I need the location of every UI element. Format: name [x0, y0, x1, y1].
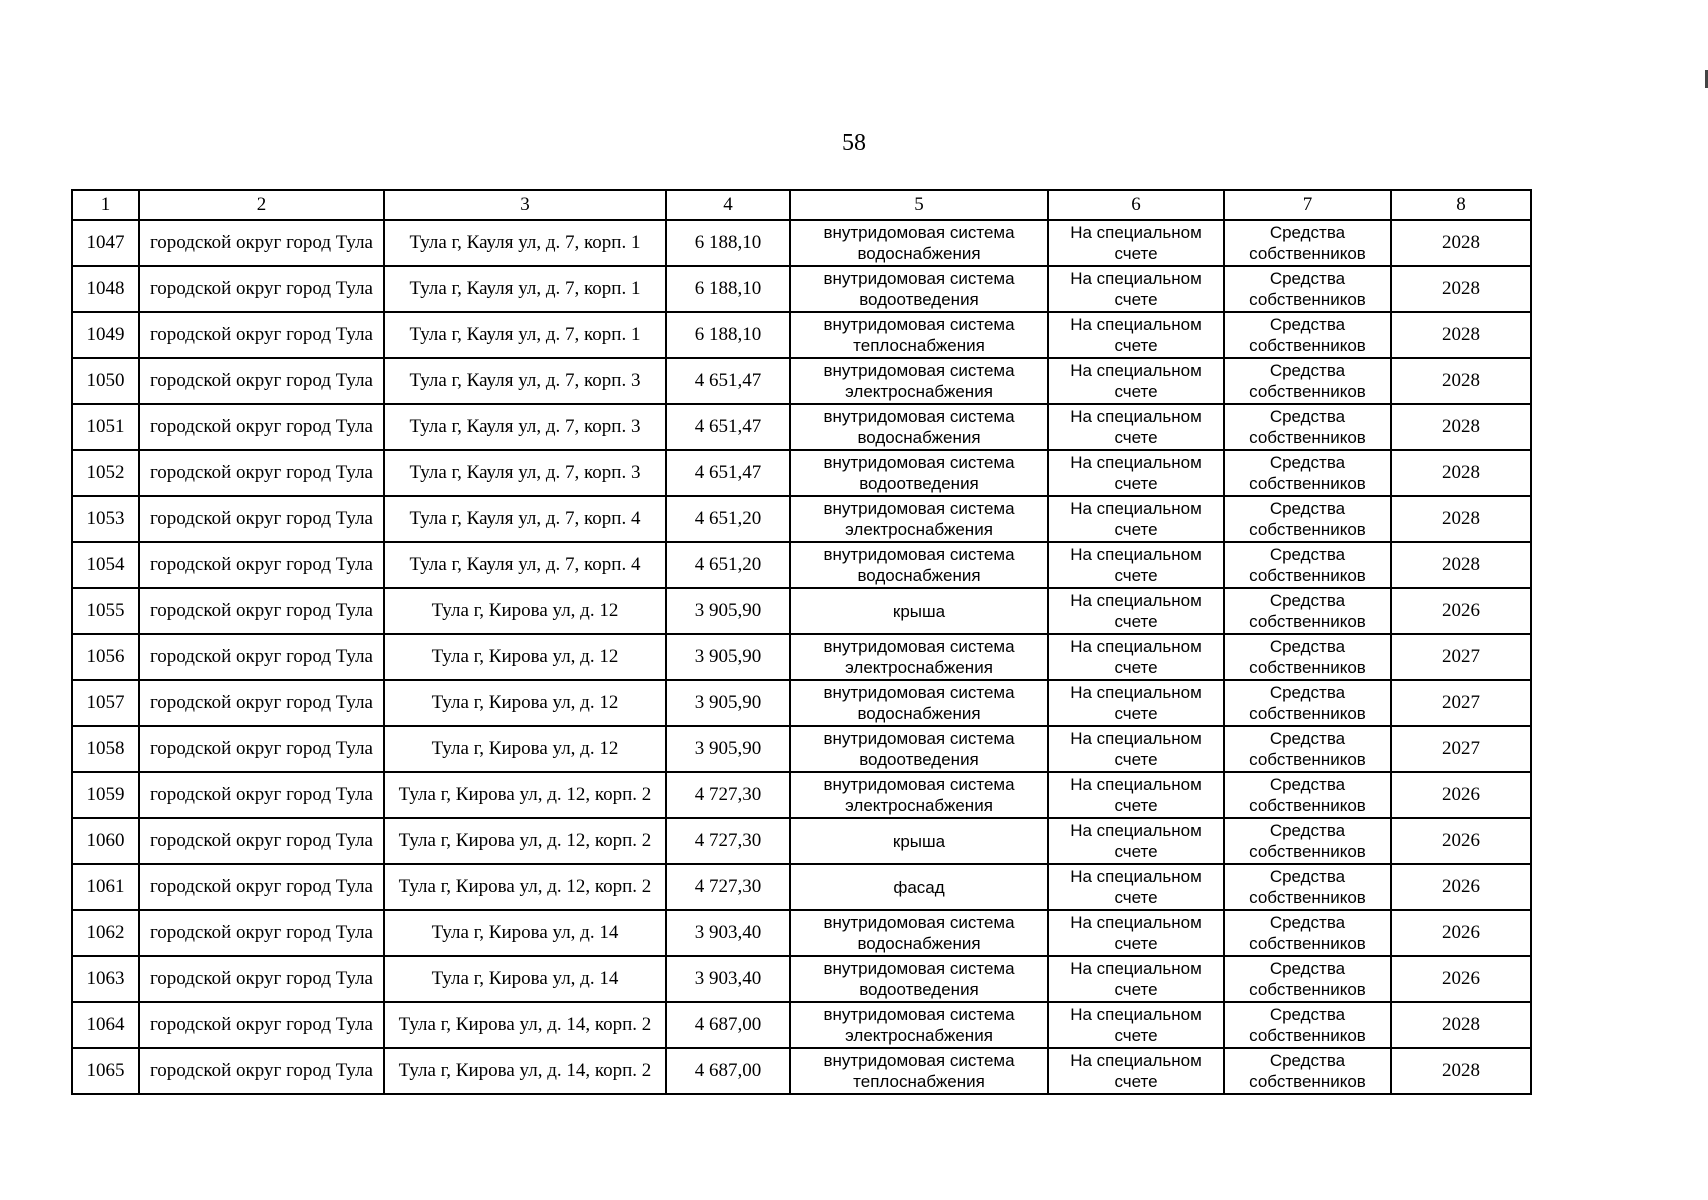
account-line-1: На специальном: [1070, 591, 1202, 610]
address-cell: Тула г, Кирова ул, д. 12, корп. 2: [384, 818, 666, 864]
address-cell: Тула г, Кауля ул, д. 7, корп. 3: [384, 358, 666, 404]
row-number: 1051: [72, 404, 139, 450]
capital-repair-table: [71, 189, 1532, 1095]
work-type-line-1: внутридомовая система: [823, 913, 1015, 932]
funding-source-line-2: собственников: [1249, 428, 1366, 447]
address-cell: Тула г, Кауля ул, д. 7, корп. 4: [384, 496, 666, 542]
funding-source-line-2: собственников: [1249, 704, 1366, 723]
area-cell: 3 905,90: [666, 588, 790, 634]
address-cell: Тула г, Кирова ул, д. 12: [384, 588, 666, 634]
funding-source-line-1: Средства: [1269, 591, 1346, 610]
table-row: [72, 772, 1531, 818]
funding-source-line-2: собственников: [1249, 244, 1366, 263]
work-type-line-2: электроснабжения: [845, 382, 993, 401]
row-number: 1054: [72, 542, 139, 588]
table-row: [72, 266, 1531, 312]
year-cell: 2027: [1391, 634, 1531, 680]
column-header: 6: [1048, 190, 1224, 220]
account-line-2: счете: [1114, 658, 1158, 677]
funding-source-line-1: Средства: [1269, 453, 1346, 472]
address-cell: Тула г, Кирова ул, д. 12: [384, 680, 666, 726]
year-cell: 2028: [1391, 404, 1531, 450]
address-cell: Тула г, Кауля ул, д. 7, корп. 3: [384, 404, 666, 450]
year-cell: 2028: [1391, 496, 1531, 542]
municipality-cell: городской округ город Тула: [139, 772, 384, 818]
funding-source-cell: [1224, 1002, 1391, 1048]
table-row: [72, 496, 1531, 542]
account-line-2: счете: [1114, 1072, 1158, 1091]
row-number: 1055: [72, 588, 139, 634]
account-line-1: На специальном: [1070, 315, 1202, 334]
funding-source-line-2: собственников: [1249, 934, 1366, 953]
work-type-line-2: водоотведения: [859, 980, 979, 999]
funding-source-line-1: Средства: [1269, 821, 1346, 840]
funding-source-line-1: Средства: [1269, 775, 1346, 794]
account-cell: [1048, 818, 1224, 864]
table-row: [72, 358, 1531, 404]
work-type-cell: [790, 312, 1048, 358]
funding-source-cell: [1224, 220, 1391, 266]
account-line-2: счете: [1114, 796, 1158, 815]
funding-source-cell: [1224, 312, 1391, 358]
account-line-1: На специальном: [1070, 729, 1202, 748]
funding-source-cell: [1224, 588, 1391, 634]
work-type-line-1: внутридомовая система: [823, 453, 1015, 472]
account-line-2: счете: [1114, 290, 1158, 309]
table-body: [72, 220, 1531, 1094]
work-type-line-2: водоотведения: [859, 474, 979, 493]
area-cell: 3 905,90: [666, 726, 790, 772]
row-number: 1059: [72, 772, 139, 818]
work-type-line-2: водоснабжения: [857, 428, 981, 447]
municipality-cell: городской округ город Тула: [139, 680, 384, 726]
account-line-2: счете: [1114, 750, 1158, 769]
work-type-line-1: внутридомовая система: [823, 499, 1015, 518]
area-cell: 6 188,10: [666, 312, 790, 358]
work-type-cell: [790, 1048, 1048, 1094]
address-cell: Тула г, Кирова ул, д. 14, корп. 2: [384, 1048, 666, 1094]
year-cell: 2028: [1391, 1002, 1531, 1048]
funding-source-line-2: собственников: [1249, 888, 1366, 907]
column-header: 5: [790, 190, 1048, 220]
address-cell: Тула г, Кирова ул, д. 12, корп. 2: [384, 772, 666, 818]
account-line-2: счете: [1114, 520, 1158, 539]
account-cell: [1048, 588, 1224, 634]
area-cell: 4 651,47: [666, 358, 790, 404]
year-cell: 2026: [1391, 588, 1531, 634]
account-cell: [1048, 542, 1224, 588]
address-cell: Тула г, Кирова ул, д. 12: [384, 634, 666, 680]
year-cell: 2028: [1391, 220, 1531, 266]
municipality-cell: городской округ город Тула: [139, 220, 384, 266]
work-type-cell: [790, 634, 1048, 680]
funding-source-line-2: собственников: [1249, 520, 1366, 539]
work-type-line-2: водоснабжения: [857, 934, 981, 953]
address-cell: Тула г, Кирова ул, д. 14, корп. 2: [384, 1002, 666, 1048]
funding-source-cell: [1224, 1048, 1391, 1094]
row-number: 1050: [72, 358, 139, 404]
year-cell: 2027: [1391, 726, 1531, 772]
year-cell: 2028: [1391, 358, 1531, 404]
funding-source-line-1: Средства: [1269, 223, 1346, 242]
table-row: [72, 956, 1531, 1002]
area-cell: 4 651,47: [666, 450, 790, 496]
work-type-cell: [790, 910, 1048, 956]
account-line-1: На специальном: [1070, 775, 1202, 794]
funding-source-cell: [1224, 450, 1391, 496]
work-type-line-1: внутридомовая система: [823, 223, 1015, 242]
work-type-line-1: внутридомовая система: [823, 269, 1015, 288]
funding-source-cell: [1224, 634, 1391, 680]
funding-source-cell: [1224, 680, 1391, 726]
funding-source-line-1: Средства: [1269, 361, 1346, 380]
area-cell: 4 687,00: [666, 1048, 790, 1094]
account-cell: [1048, 910, 1224, 956]
table-row: [72, 634, 1531, 680]
account-cell: [1048, 680, 1224, 726]
page-number: 58: [842, 130, 866, 156]
address-cell: Тула г, Кирова ул, д. 14: [384, 956, 666, 1002]
work-type-cell: [790, 358, 1048, 404]
work-type-cell: [790, 680, 1048, 726]
row-number: 1052: [72, 450, 139, 496]
table-row: [72, 220, 1531, 266]
address-cell: Тула г, Кауля ул, д. 7, корп. 1: [384, 312, 666, 358]
funding-source-line-1: Средства: [1269, 407, 1346, 426]
table-row: [72, 588, 1531, 634]
table-row: [72, 1002, 1531, 1048]
funding-source-line-2: собственников: [1249, 382, 1366, 401]
municipality-cell: городской округ город Тула: [139, 496, 384, 542]
municipality-cell: городской округ город Тула: [139, 450, 384, 496]
year-cell: 2027: [1391, 680, 1531, 726]
table-row: [72, 818, 1531, 864]
funding-source-line-2: собственников: [1249, 658, 1366, 677]
account-cell: [1048, 450, 1224, 496]
area-cell: 4 727,30: [666, 864, 790, 910]
work-type-cell: [790, 588, 1048, 634]
row-number: 1060: [72, 818, 139, 864]
column-header: 8: [1391, 190, 1531, 220]
account-cell: [1048, 864, 1224, 910]
account-line-2: счете: [1114, 474, 1158, 493]
address-cell: Тула г, Кирова ул, д. 12, корп. 2: [384, 864, 666, 910]
account-line-1: На специальном: [1070, 683, 1202, 702]
funding-source-line-1: Средства: [1269, 867, 1346, 886]
municipality-cell: городской округ город Тула: [139, 588, 384, 634]
funding-source-line-2: собственников: [1249, 980, 1366, 999]
row-number: 1048: [72, 266, 139, 312]
funding-source-line-2: собственников: [1249, 566, 1366, 585]
row-number: 1058: [72, 726, 139, 772]
work-type-line-1: внутридомовая система: [823, 361, 1015, 380]
table-row: [72, 1048, 1531, 1094]
account-line-1: На специальном: [1070, 407, 1202, 426]
work-type-line-1: внутридомовая система: [823, 315, 1015, 334]
municipality-cell: городской округ город Тула: [139, 266, 384, 312]
area-cell: 4 651,20: [666, 542, 790, 588]
account-line-1: На специальном: [1070, 821, 1202, 840]
work-type-line-2: водоснабжения: [857, 704, 981, 723]
account-cell: [1048, 266, 1224, 312]
municipality-cell: городской округ город Тула: [139, 864, 384, 910]
work-type-line-1: внутридомовая система: [823, 729, 1015, 748]
work-type-cell: [790, 864, 1048, 910]
area-cell: 4 727,30: [666, 772, 790, 818]
funding-source-line-1: Средства: [1269, 1005, 1346, 1024]
table-row: [72, 404, 1531, 450]
work-type-cell: [790, 772, 1048, 818]
funding-source-line-1: Средства: [1269, 315, 1346, 334]
address-cell: Тула г, Кирова ул, д. 12: [384, 726, 666, 772]
account-line-2: счете: [1114, 244, 1158, 263]
funding-source-line-2: собственников: [1249, 474, 1366, 493]
municipality-cell: городской округ город Тула: [139, 818, 384, 864]
table-row: [72, 726, 1531, 772]
row-number: 1053: [72, 496, 139, 542]
funding-source-cell: [1224, 910, 1391, 956]
column-header: 4: [666, 190, 790, 220]
account-line-1: На специальном: [1070, 913, 1202, 932]
year-cell: 2028: [1391, 312, 1531, 358]
funding-source-cell: [1224, 726, 1391, 772]
funding-source-cell: [1224, 956, 1391, 1002]
area-cell: 4 651,47: [666, 404, 790, 450]
area-cell: 3 905,90: [666, 634, 790, 680]
account-cell: [1048, 1048, 1224, 1094]
row-number: 1047: [72, 220, 139, 266]
account-line-2: счете: [1114, 428, 1158, 447]
municipality-cell: городской округ город Тула: [139, 634, 384, 680]
municipality-cell: городской округ город Тула: [139, 956, 384, 1002]
account-line-2: счете: [1114, 612, 1158, 631]
row-number: 1063: [72, 956, 139, 1002]
account-line-2: счете: [1114, 382, 1158, 401]
funding-source-line-1: Средства: [1269, 269, 1346, 288]
work-type-cell: [790, 956, 1048, 1002]
column-number-row: [72, 190, 1531, 220]
work-type-cell: [790, 496, 1048, 542]
year-cell: 2026: [1391, 772, 1531, 818]
account-cell: [1048, 634, 1224, 680]
account-line-1: На специальном: [1070, 499, 1202, 518]
work-type-line-2: теплоснабжения: [853, 1072, 985, 1091]
funding-source-cell: [1224, 358, 1391, 404]
area-cell: 3 903,40: [666, 956, 790, 1002]
work-type-cell: [790, 220, 1048, 266]
account-line-1: На специальном: [1070, 1051, 1202, 1070]
year-cell: 2028: [1391, 1048, 1531, 1094]
table-row: [72, 910, 1531, 956]
account-line-1: На специальном: [1070, 223, 1202, 242]
funding-source-line-2: собственников: [1249, 1072, 1366, 1091]
address-cell: Тула г, Кауля ул, д. 7, корп. 3: [384, 450, 666, 496]
municipality-cell: городской округ город Тула: [139, 404, 384, 450]
year-cell: 2026: [1391, 956, 1531, 1002]
row-number: 1062: [72, 910, 139, 956]
year-cell: 2026: [1391, 818, 1531, 864]
table-row: [72, 680, 1531, 726]
row-number: 1061: [72, 864, 139, 910]
funding-source-cell: [1224, 542, 1391, 588]
work-type-line-1: крыша: [892, 601, 946, 621]
funding-source-cell: [1224, 266, 1391, 312]
funding-source-line-1: Средства: [1269, 499, 1346, 518]
work-type-line-2: электроснабжения: [845, 658, 993, 677]
row-number: 1057: [72, 680, 139, 726]
municipality-cell: городской округ город Тула: [139, 312, 384, 358]
funding-source-line-1: Средства: [1269, 729, 1346, 748]
area-cell: 4 687,00: [666, 1002, 790, 1048]
account-cell: [1048, 220, 1224, 266]
work-type-line-1: внутридомовая система: [823, 545, 1015, 564]
work-type-line-1: внутридомовая система: [823, 1005, 1015, 1024]
year-cell: 2028: [1391, 450, 1531, 496]
funding-source-line-2: собственников: [1249, 612, 1366, 631]
funding-source-cell: [1224, 864, 1391, 910]
funding-source-cell: [1224, 404, 1391, 450]
column-header: 2: [139, 190, 384, 220]
funding-source-line-1: Средства: [1269, 637, 1346, 656]
table-row: [72, 864, 1531, 910]
work-type-cell: [790, 266, 1048, 312]
row-number: 1056: [72, 634, 139, 680]
work-type-line-2: водоотведения: [859, 290, 979, 309]
work-type-line-1: крыша: [892, 831, 946, 851]
account-line-1: На специальном: [1070, 959, 1202, 978]
column-header: 7: [1224, 190, 1391, 220]
table-row: [72, 312, 1531, 358]
work-type-line-2: теплоснабжения: [853, 336, 985, 355]
area-cell: 3 905,90: [666, 680, 790, 726]
area-cell: 4 651,20: [666, 496, 790, 542]
account-cell: [1048, 312, 1224, 358]
account-line-2: счете: [1114, 888, 1158, 907]
account-cell: [1048, 404, 1224, 450]
funding-source-cell: [1224, 818, 1391, 864]
work-type-line-2: водоотведения: [859, 750, 979, 769]
work-type-line-2: водоснабжения: [857, 566, 981, 585]
address-cell: Тула г, Кауля ул, д. 7, корп. 1: [384, 266, 666, 312]
work-type-line-1: внутридомовая система: [823, 775, 1015, 794]
funding-source-line-2: собственников: [1249, 1026, 1366, 1045]
work-type-cell: [790, 726, 1048, 772]
account-cell: [1048, 1002, 1224, 1048]
area-cell: 6 188,10: [666, 220, 790, 266]
year-cell: 2028: [1391, 542, 1531, 588]
work-type-cell: [790, 1002, 1048, 1048]
address-cell: Тула г, Кауля ул, д. 7, корп. 1: [384, 220, 666, 266]
funding-source-line-1: Средства: [1269, 1051, 1346, 1070]
funding-source-line-2: собственников: [1249, 336, 1366, 355]
work-type-cell: [790, 542, 1048, 588]
account-line-1: На специальном: [1070, 269, 1202, 288]
account-line-2: счете: [1114, 1026, 1158, 1045]
work-type-cell: [790, 404, 1048, 450]
year-cell: 2026: [1391, 910, 1531, 956]
funding-source-line-1: Средства: [1269, 683, 1346, 702]
row-number: 1049: [72, 312, 139, 358]
account-line-1: На специальном: [1070, 361, 1202, 380]
account-line-1: На специальном: [1070, 867, 1202, 886]
work-type-line-2: электроснабжения: [845, 520, 993, 539]
column-header: 3: [384, 190, 666, 220]
account-line-2: счете: [1114, 980, 1158, 999]
column-header: 1: [72, 190, 139, 220]
municipality-cell: городской округ город Тула: [139, 726, 384, 772]
work-type-cell: [790, 818, 1048, 864]
funding-source-line-2: собственников: [1249, 750, 1366, 769]
year-cell: 2026: [1391, 864, 1531, 910]
account-cell: [1048, 956, 1224, 1002]
funding-source-line-2: собственников: [1249, 796, 1366, 815]
row-number: 1065: [72, 1048, 139, 1094]
account-line-1: На специальном: [1070, 545, 1202, 564]
funding-source-cell: [1224, 496, 1391, 542]
work-type-line-2: водоснабжения: [857, 244, 981, 263]
account-line-2: счете: [1114, 336, 1158, 355]
work-type-cell: [790, 450, 1048, 496]
account-line-2: счете: [1114, 842, 1158, 861]
work-type-line-1: внутридомовая система: [823, 407, 1015, 426]
funding-source-line-1: Средства: [1269, 545, 1346, 564]
account-line-1: На специальном: [1070, 637, 1202, 656]
funding-source-line-2: собственников: [1249, 290, 1366, 309]
work-type-line-1: фасад: [893, 877, 945, 897]
work-type-line-1: внутридомовая система: [823, 959, 1015, 978]
municipality-cell: городской округ город Тула: [139, 1048, 384, 1094]
work-type-line-1: внутридомовая система: [823, 683, 1015, 702]
municipality-cell: городской округ город Тула: [139, 1002, 384, 1048]
table-row: [72, 450, 1531, 496]
municipality-cell: городской округ город Тула: [139, 358, 384, 404]
funding-source-line-2: собственников: [1249, 842, 1366, 861]
municipality-cell: городской округ город Тула: [139, 542, 384, 588]
municipality-cell: городской округ город Тула: [139, 910, 384, 956]
account-line-1: На специальном: [1070, 1005, 1202, 1024]
work-type-line-2: электроснабжения: [845, 796, 993, 815]
area-cell: 3 903,40: [666, 910, 790, 956]
row-number: 1064: [72, 1002, 139, 1048]
table-row: [72, 542, 1531, 588]
funding-source-line-1: Средства: [1269, 913, 1346, 932]
address-cell: Тула г, Кирова ул, д. 14: [384, 910, 666, 956]
work-type-line-2: электроснабжения: [845, 1026, 993, 1045]
funding-source-line-1: Средства: [1269, 959, 1346, 978]
account-cell: [1048, 496, 1224, 542]
year-cell: 2028: [1391, 266, 1531, 312]
account-cell: [1048, 726, 1224, 772]
account-cell: [1048, 358, 1224, 404]
account-line-2: счете: [1114, 704, 1158, 723]
address-cell: Тула г, Кауля ул, д. 7, корп. 4: [384, 542, 666, 588]
account-line-2: счете: [1114, 566, 1158, 585]
account-cell: [1048, 772, 1224, 818]
funding-source-cell: [1224, 772, 1391, 818]
work-type-line-1: внутридомовая система: [823, 1051, 1015, 1070]
account-line-2: счете: [1114, 934, 1158, 953]
work-type-line-1: внутридомовая система: [823, 637, 1015, 656]
area-cell: 6 188,10: [666, 266, 790, 312]
area-cell: 4 727,30: [666, 818, 790, 864]
account-line-1: На специальном: [1070, 453, 1202, 472]
